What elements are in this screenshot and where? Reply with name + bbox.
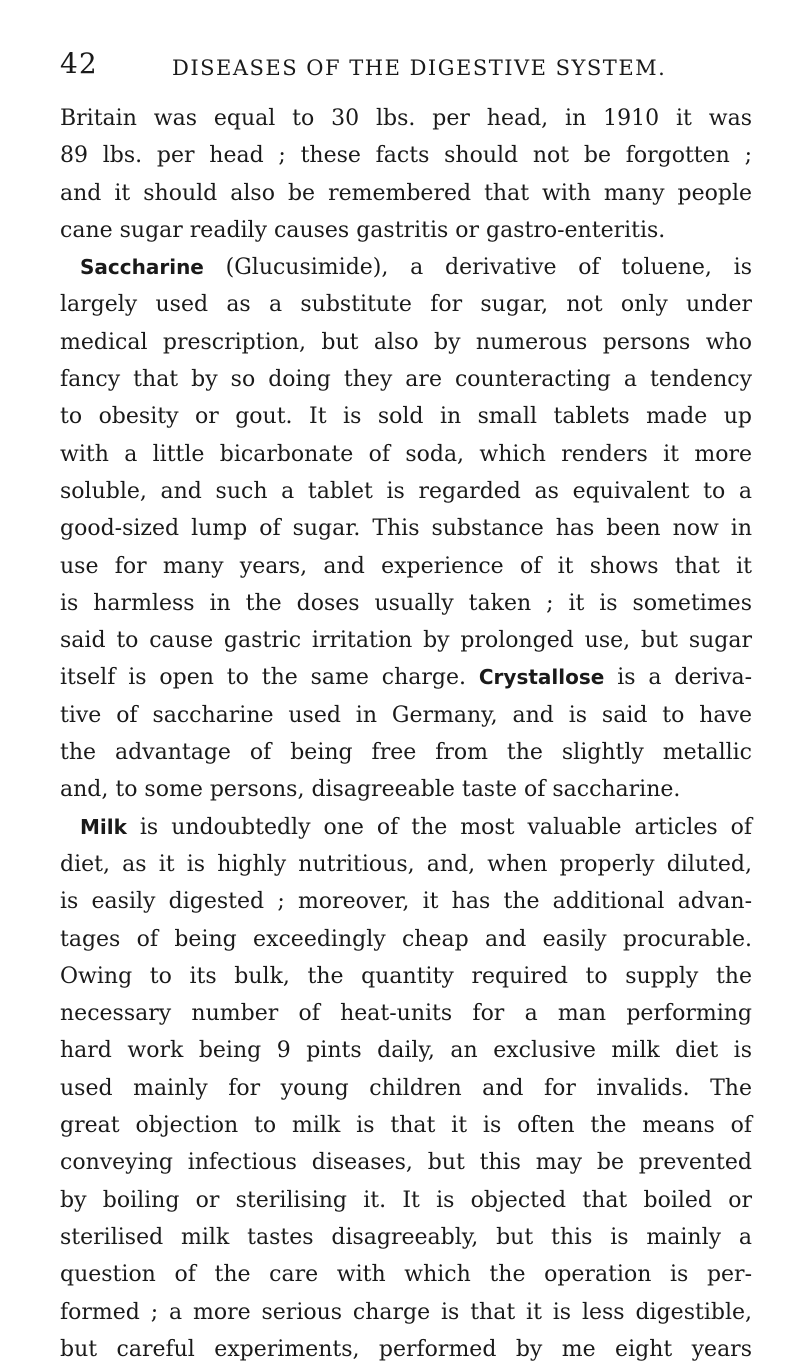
paragraph-saccharine (60, 249, 752, 808)
text-line: said to cause gastric irritation by prolonged use, but sugar (60, 628, 752, 654)
text-line: Owing to its bulk, the quantity required to supply the (60, 963, 752, 989)
text-line (60, 809, 752, 846)
text-line: cane sugar readily causes gastritis or gastro-enteritis. (60, 217, 666, 243)
text-line: is easily digested ; moreover, it has the additional advan- (60, 889, 752, 915)
text-line: and it should also be remembered that with many people (60, 180, 752, 206)
text-run: is a deriva- (604, 665, 753, 691)
page-number: 42 (60, 47, 98, 80)
text-line: good-sized lump of sugar. This substance has been now in (60, 516, 752, 542)
text-line: tive of saccharine used in Germany, and is said to have (60, 702, 752, 728)
term-crystallose: Crystallose (478, 665, 605, 690)
paragraph-milk (60, 809, 752, 1368)
text-line: the advantage of being free from the slightly metallic (60, 740, 752, 766)
text-line: use for many years, and experience of it shows that it (60, 553, 752, 579)
text-line: with a little bicarbonate of soda, which renders it more (60, 441, 752, 467)
term-milk: Milk (80, 814, 127, 839)
text-line: 89 lbs. per head ; these facts should not be forgotten ; (60, 143, 752, 169)
text-line: conveying infectious diseases, but this may be prevented (60, 1150, 752, 1176)
text-line: is harmless in the doses usually taken ; it is sometimes (60, 590, 752, 616)
text-line (60, 249, 752, 286)
paragraph-sugar (60, 100, 752, 249)
text-line: fancy that by so doing they are counteracting a tendency (60, 367, 752, 393)
text-line (60, 659, 752, 696)
text-line: soluble, and such a tablet is regarded as equivalent to a (60, 478, 752, 504)
running-title: DISEASES OF THE DIGESTIVE SYSTEM. (172, 56, 667, 80)
text-run: is undoubtedly one of the most valuable articles of (126, 814, 752, 840)
term-saccharine: Saccharine (80, 255, 204, 280)
text-line: sterilised milk tastes disagreeably, but this is mainly a (60, 1224, 752, 1250)
text-line: used mainly for young children and for invalids. The (60, 1075, 752, 1101)
text-line: to obesity or gout. It is sold in small tablets made up (60, 404, 752, 430)
text-line: question of the care with which the operation is per- (60, 1262, 752, 1288)
text-line: Britain was equal to 30 lbs. per head, in 1910 it was (60, 106, 752, 131)
text-line: tages of being exceedingly cheap and easily procurable. (60, 926, 752, 952)
text-line: but careful experiments, performed by me eight years (60, 1336, 752, 1362)
text-line: and, to some persons, disagreeable taste of saccharine. (60, 777, 681, 803)
text-run: itself is open to the same charge. (60, 665, 479, 691)
page-content (60, 48, 752, 1368)
text-line: by boiling or sterilising it. It is objected that boiled or (60, 1187, 752, 1213)
text-line: necessary number of heat-units for a man performing (60, 1001, 752, 1027)
text-line: formed ; a more serious charge is that it is less digestible, (60, 1299, 752, 1325)
text-run: (Glucusimide), a derivative of toluene, is (203, 255, 752, 281)
text-line: hard work being 9 pints daily, an exclusive milk diet is (60, 1038, 752, 1064)
text-line: largely used as a substitute for sugar, not only under (60, 292, 752, 318)
running-head (60, 48, 752, 88)
text-line: diet, as it is highly nutritious, and, when properly diluted, (60, 851, 752, 877)
text-line: medical prescription, but also by numerous persons who (60, 329, 752, 355)
text-line: great objection to milk is that it is often the means of (60, 1113, 752, 1139)
